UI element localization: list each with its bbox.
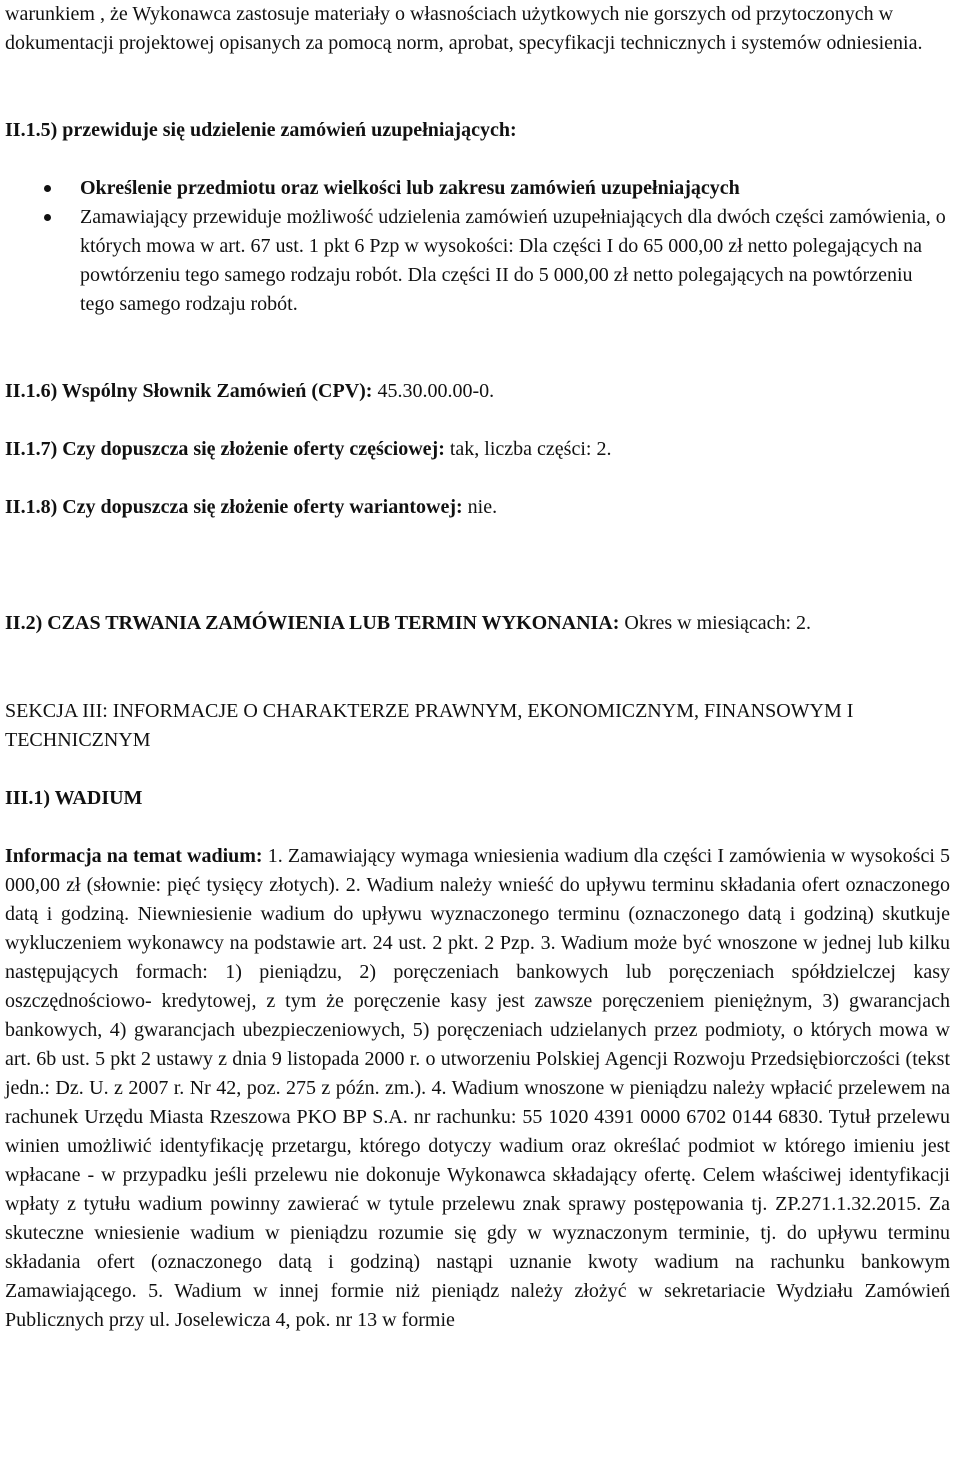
- duration-value: Okres w miesiącach: 2.: [624, 612, 812, 634]
- cpv-label: II.1.6) Wspólny Słownik Zamówień (CPV):: [5, 380, 373, 402]
- variant-offer-line: [5, 493, 950, 522]
- additional-orders-list: [5, 174, 950, 319]
- list-item-text: Zamawiający przewiduje możliwość udzielenia zamówień uzupełniających dla dwóch części zamówienia, o których mowa w art. 67 ust. 1 pkt 6 Pzp w wysokości: Dla części I do 65 000,00 zł netto polegających na powtórzeniu tego samego rodzaju robót. Dla części II do 5 000,00 zł netto polegających na powtórzeniu tego samego rodzaju robót.: [80, 206, 946, 315]
- bullet-icon: [44, 214, 51, 221]
- bullet-icon: [44, 185, 51, 192]
- wadium-info-label: Informacja na temat wadium:: [5, 845, 263, 867]
- variant-offer-value: nie.: [467, 496, 498, 518]
- section-iii-1-heading: III.1) WADIUM: [5, 787, 143, 809]
- list-item: [5, 174, 950, 203]
- cpv-line: [5, 377, 950, 406]
- wadium-paragraph: [5, 842, 950, 1335]
- cpv-value: 45.30.00.00-0.: [377, 380, 495, 402]
- list-item-text: Określenie przedmiotu oraz wielkości lub zakresu zamówień uzupełniających: [80, 177, 740, 199]
- section-ii-1-5-heading: II.1.5) przewiduje się udzielenie zamówień uzupełniających:: [5, 119, 517, 141]
- intro-paragraph: warunkiem , że Wykonawca zastosuje materiały o własnościach użytkowych nie gorszych od przytoczonych w dokumentacji projektowej opisanych za pomocą norm, aprobat, specyfikacji technicznych i systemów odniesienia.: [5, 3, 923, 54]
- section-iii-title: SEKCJA III: INFORMACJE O CHARAKTERZE PRAWNYM, EKONOMICZNYM, FINANSOWYM I TECHNICZNYM: [5, 700, 854, 751]
- partial-offer-value: tak, liczba części: 2.: [449, 438, 612, 460]
- duration-label: II.2) CZAS TRWANIA ZAMÓWIENIA LUB TERMIN WYKONANIA:: [5, 612, 620, 634]
- list-item: [5, 203, 950, 319]
- partial-offer-line: [5, 435, 950, 464]
- duration-line: [5, 609, 950, 638]
- partial-offer-label: II.1.7) Czy dopuszcza się złożenie oferty częściowej:: [5, 438, 445, 460]
- variant-offer-label: II.1.8) Czy dopuszcza się złożenie oferty wariantowej:: [5, 496, 463, 518]
- wadium-info-text: 1. Zamawiający wymaga wniesienia wadium dla części I zamówienia w wysokości 5 000,00 zł (słownie: pięć tysięcy złotych). 2. Wadium należy wnieść do upływu terminu składania ofert oznaczonego datą i godziną. Niewniesienie wadium do upływu wyznaczonego terminu (oznaczonego datą i godziną) skutkuje wykluczeniem wykonawcy na podstawie art. 24 ust. 2 pkt. 2 Pzp. 3. Wadium może być wnoszone w jednej lub kilku następujących formach: 1) pieniądzu, 2) poręczeniach bankowych lub poręczeniach spółdzielczej kasy oszczędnościowo- kredytowej, z tym że poręczenie kasy jest zawsze poręczeniem pieniężnym, 3) gwarancjach bankowych, 4) gwarancjach ubezpieczeniowych, 5) poręczeniach udzielanych przez podmioty, o których mowa w art. 6b ust. 5 pkt 2 ustawy z dnia 9 listopada 2000 r. o utworzeniu Polskiej Agencji Rozwoju Przedsiębiorczości (tekst jedn.: Dz. U. z 2007 r. Nr 42, poz. 275 z późn. zm.). 4. Wadium wnoszone w pieniądzu należy wpłacić przelewem na rachunek Urzędu Miasta Rzeszowa PKO BP S.A. nr rachunku: 55 1020 4391 0000 6702 0144 6830. Tytuł przelewu winien umożliwić identyfikację przetargu, którego dotyczy wadium oraz określać podmiot w którego imieniu jest wpłacane - w przypadku jeśli przelewu nie dokonuje Wykonawca składający ofertę. Celem właściwej identyfikacji wpłaty z tytułu wadium powinny zawierać w tytule przelewu znak sprawy postępowania tj. ZP.271.1.32.2015. Za skuteczne wniesienie wadium w pieniądzu rozumie się gdy w wyznaczonym terminie, tj. do upływu terminu składania ofert (oznaczonego datą i godziną) nastąpi uznanie kwoty wadium na rachunku bankowym Zamawiającego. 5. Wadium w innej formie niż pieniądz należy złożyć w sekretariacie Wydziału Zamówień Publicznych przy ul. Joselewicza 4, pok. nr 13 w formie: [5, 845, 951, 1331]
